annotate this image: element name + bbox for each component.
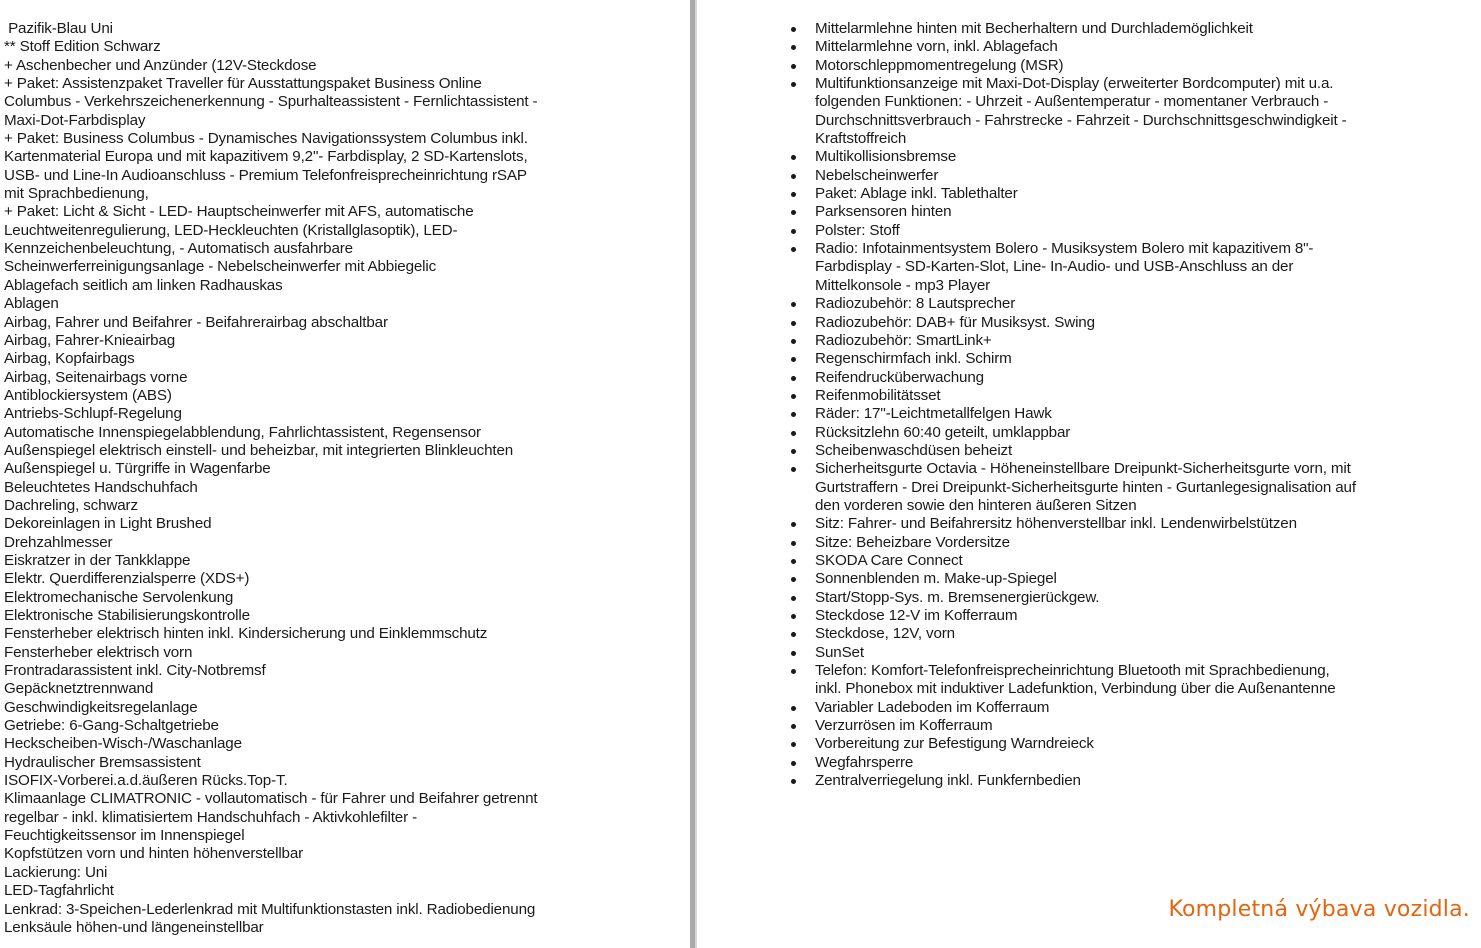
equipment-bullet-item	[815, 332, 1411, 350]
left-document-page	[0, 0, 688, 948]
equipment-bullet-line: Telefon: Komfort-Telefonfreisprecheinrichtung Bluetooth mit Sprachbedienung,	[815, 662, 1330, 680]
equipment-line: Maxi-Dot-Farbdisplay	[4, 111, 146, 129]
equipment-bullet-item	[815, 460, 1411, 515]
equipment-bullet-line: Steckdose, 12V, vorn	[815, 625, 955, 643]
equipment-line: + Paket: Business Columbus - Dynamisches Navigationssystem Columbus inkl.	[4, 130, 528, 148]
equipment-line: Antiblockiersystem (ABS)	[4, 386, 172, 404]
equipment-bullet-line: SKODA Care Connect	[815, 551, 963, 569]
equipment-bullet-line: Rücksitzlehn 60:40 geteilt, umklappbar	[815, 423, 1071, 441]
equipment-bullet-item	[815, 167, 1411, 185]
equipment-bullet-line: Radiozubehör: DAB+ für Musiksyst. Swing	[815, 313, 1095, 331]
equipment-line: + Aschenbecher und Anzünder (12V-Steckdose	[4, 56, 317, 74]
equipment-bullet-item	[815, 38, 1411, 56]
equipment-bullet-item	[815, 534, 1411, 552]
equipment-line: Ablagefach seitlich am linken Radhauskas	[4, 276, 283, 294]
equipment-bullet-item	[815, 314, 1411, 332]
equipment-bullet-line: Multikollisionsbremse	[815, 148, 957, 166]
equipment-bullet-item	[815, 442, 1411, 460]
equipment-bullet-item	[815, 185, 1411, 203]
equipment-line: Dachreling, schwarz	[4, 496, 138, 514]
equipment-line: Automatische Innenspiegelabblendung, Fahrlichtassistent, Regensensor	[4, 423, 481, 441]
gutter-shadow	[695, 0, 697, 948]
equipment-line: Dekoreinlagen in Light Brushed	[4, 515, 212, 533]
equipment-line: Pazifik-Blau Uni	[4, 20, 113, 37]
equipment-bullet-line: Mittelkonsole - mp3 Player	[815, 276, 991, 294]
equipment-bullet-item	[815, 607, 1411, 625]
equipment-line: Kartenmaterial Europa und mit kapazitivem 9,2"- Farbdisplay, 2 SD-Kartenslots,	[4, 148, 528, 166]
equipment-line: Elektromechanische Servolenkung	[4, 588, 234, 606]
equipment-bullet-item	[815, 57, 1411, 75]
equipment-bullet-line: folgenden Funktionen: - Uhrzeit - Außentemperatur - momentaner Verbrauch -	[815, 93, 1329, 111]
equipment-bullet-item	[815, 405, 1411, 423]
equipment-line: Ablagen	[4, 295, 59, 313]
equipment-bullet-line: Sicherheitsgurte Octavia - Höheneinstellbare Dreipunkt-Sicherheitsgurte vorn, mit	[815, 460, 1351, 478]
equipment-line: Heckscheiben-Wisch-/Waschanlage	[4, 735, 242, 753]
equipment-line: Außenspiegel u. Türgriffe in Wagenfarbe	[4, 460, 271, 478]
equipment-bullet-item	[815, 570, 1411, 588]
equipment-bullet-line: den vorderen sowie den hinteren äußeren Sitzen	[815, 496, 1137, 514]
equipment-bullet-line: Parksensoren hinten	[815, 203, 952, 221]
equipment-bullet-item	[815, 552, 1411, 570]
equipment-bullet-line: inkl. Phonebox mit induktiver Ladefunktion, Verbindung über die Außenantenne	[815, 680, 1336, 698]
equipment-bullet-item	[815, 717, 1411, 735]
equipment-line: Airbag, Fahrer und Beifahrer - Beifahrerairbag abschaltbar	[4, 313, 388, 331]
equipment-bullet-item	[815, 369, 1411, 387]
page-gutter	[688, 0, 706, 948]
equipment-bullet-line: Räder: 17"-Leichtmetallfelgen Hawk	[815, 405, 1052, 423]
equipment-bullet-line: Mittelarmlehne hinten mit Becherhaltern und Durchlademöglichkeit	[815, 20, 1253, 37]
equipment-bullet-item	[815, 148, 1411, 166]
equipment-bullet-line: Nebelscheinwerfer	[815, 166, 939, 184]
equipment-line: USB- und Line-In Audioanschluss - Premium Telefonfreisprecheinrichtung rSAP	[4, 166, 527, 184]
equipment-line: Klimaanlage CLIMATRONIC - vollautomatisch - für Fahrer und Beifahrer getrennt	[4, 790, 538, 808]
equipment-line: Airbag, Fahrer-Knieairbag	[4, 331, 175, 349]
equipment-bullet-item	[815, 699, 1411, 717]
equipment-bullet-line: Vorbereitung zur Befestigung Warndreieck	[815, 735, 1094, 753]
equipment-bullet-item	[815, 424, 1411, 442]
equipment-line: Lackierung: Uni	[4, 863, 108, 881]
equipment-bullet-item	[815, 20, 1411, 38]
equipment-bullet-line: Scheibenwaschdüsen beheizt	[815, 441, 1013, 459]
equipment-line: Beleuchtetes Handschuhfach	[4, 478, 198, 496]
equipment-bullet-line: Sitze: Beheizbare Vordersitze	[815, 533, 1010, 551]
equipment-bullet-line: Radiozubehör: 8 Lautsprecher	[815, 295, 1016, 313]
equipment-bullet-line: Durchschnittsverbrauch - Fahrstrecke - Fahrzeit - Durchschnittsgeschwindigkeit -	[815, 111, 1347, 129]
equipment-line: Gepäcknetztrennwand	[4, 680, 154, 698]
equipment-line: Frontradarassistent inkl. City-Notbremsf	[4, 662, 266, 680]
equipment-bullet-line: Regenschirmfach inkl. Schirm	[815, 350, 1012, 368]
equipment-bullet-line: Wegfahrsperre	[815, 753, 914, 771]
equipment-bullet-line: Sitz: Fahrer- und Beifahrersitz höhenverstellbar inkl. Lendenwirbelstützen	[815, 515, 1297, 533]
equipment-list-right	[815, 20, 1411, 790]
equipment-bullet-item	[815, 222, 1411, 240]
equipment-bullet-line: Gurtstraffern - Drei Dreipunkt-Sicherheitsgurte hinten - Gurtanlegesignalisation auf	[815, 478, 1356, 496]
equipment-line: Fensterheber elektrisch vorn	[4, 643, 193, 661]
equipment-line: Airbag, Kopfairbags	[4, 350, 135, 368]
equipment-bullet-item	[815, 515, 1411, 533]
equipment-bullet-line: Reifendrucküberwachung	[815, 368, 984, 386]
equipment-line: Kennzeichenbeleuchtung, - Automatisch ausfahrbare	[4, 240, 353, 258]
equipment-bullet-line: Verzurrösen im Kofferraum	[815, 717, 993, 735]
equipment-line: ** Stoff Edition Schwarz	[4, 38, 161, 56]
equipment-line: + Paket: Licht & Sicht - LED- Hauptscheinwerfer mit AFS, automatische	[4, 203, 474, 221]
equipment-bullet-line: Paket: Ablage inkl. Tablethalter	[815, 185, 1018, 203]
equipment-line: LED-Tagfahrlicht	[4, 882, 114, 900]
equipment-bullet-item	[815, 644, 1411, 662]
equipment-line: Elektronische Stabilisierungskontrolle	[4, 607, 250, 624]
equipment-line: + Paket: Assistenzpaket Traveller für Ausstattungspaket Business Online	[4, 75, 482, 93]
equipment-line: ISOFIX-Vorberei.a.d.äußeren Rücks.Top-T.	[4, 772, 288, 790]
equipment-list-left	[4, 20, 604, 937]
equipment-bullet-item	[815, 387, 1411, 405]
equipment-bullet-item	[815, 589, 1411, 607]
equipment-bullet-item	[815, 625, 1411, 643]
equipment-line: Getriebe: 6-Gang-Schaltgetriebe	[4, 717, 219, 735]
equipment-bullet-line: Radiozubehör: SmartLink+	[815, 331, 992, 349]
equipment-bullet-line: Sonnenblenden m. Make-up-Spiegel	[815, 570, 1057, 588]
equipment-bullet-line: Radio: Infotainmentsystem Bolero - Musiksystem Bolero mit kapazitivem 8"-	[815, 240, 1314, 258]
equipment-line: Elektr. Querdifferenzialsperre (XDS+)	[4, 570, 250, 588]
equipment-bullet-line: Steckdose 12-V im Kofferraum	[815, 607, 1018, 624]
equipment-bullet-line: Zentralverriegelung inkl. Funkfernbedien	[815, 772, 1081, 790]
equipment-bullet-line: Motorschleppmomentregelung (MSR)	[815, 56, 1064, 74]
equipment-line: Lenksäule höhen-und längeneinstellbar	[4, 918, 264, 936]
equipment-bullet-line: Multifunktionsanzeige mit Maxi-Dot-Display (erweiterter Bordcomputer) mit u.a.	[815, 75, 1334, 93]
equipment-bullet-item	[815, 754, 1411, 772]
equipment-line: Eiskratzer in der Tankklappe	[4, 551, 191, 569]
equipment-bullet-line: Reifenmobilitätsset	[815, 386, 941, 404]
equipment-bullet-line: Start/Stopp-Sys. m. Bremsenergierückgew.	[815, 588, 1100, 606]
equipment-bullet-item	[815, 350, 1411, 368]
equipment-line: Scheinwerferreinigungsanlage - Nebelscheinwerfer mit Abbiegelic	[4, 258, 437, 276]
equipment-line: Außenspiegel elektrisch einstell- und beheizbar, mit integrierten Blinkleuchten	[4, 441, 514, 459]
equipment-bullet-line: Polster: Stoff	[815, 221, 900, 239]
equipment-bullet-line: Variabler Ladeboden im Kofferraum	[815, 698, 1050, 716]
equipment-bullet-item	[815, 772, 1411, 790]
equipment-bullet-item	[815, 240, 1411, 295]
equipment-line: Airbag, Seitenairbags vorne	[4, 368, 188, 386]
equipment-bullet-line: Farbdisplay - SD-Karten-Slot, Line- In-Audio- und USB-Anschluss an der	[815, 258, 1294, 276]
equipment-bullet-line: Kraftstoffreich	[815, 130, 907, 148]
equipment-line: Columbus - Verkehrszeichenerkennung - Spurhalteassistent - Fernlichtassistent -	[4, 93, 538, 111]
equipment-bullet-item	[815, 735, 1411, 753]
equipment-line: Lenkrad: 3-Speichen-Lederlenkrad mit Multifunktionstasten inkl. Radiobedienung	[4, 900, 536, 918]
equipment-line: Fensterheber elektrisch hinten inkl. Kindersicherung und Einklemmschutz	[4, 625, 488, 643]
equipment-bullet-line: Mittelarmlehne vorn, inkl. Ablagefach	[815, 38, 1058, 56]
equipment-line: mit Sprachbedienung,	[4, 185, 149, 203]
right-document-page	[706, 0, 1481, 948]
equipment-bullet-line: SunSet	[815, 643, 864, 661]
equipment-line: Antriebs-Schlupf-Regelung	[4, 405, 182, 423]
equipment-bullet-item	[815, 203, 1411, 221]
equipment-bullet-item	[815, 662, 1411, 699]
caption-complete-equipment: Kompletná výbava vozidla.	[1168, 897, 1470, 922]
equipment-line: Drehzahlmesser	[4, 533, 113, 551]
equipment-line: regelbar - inkl. klimatisiertem Handschuhfach - Aktivkohlefilter -	[4, 808, 417, 826]
equipment-bullet-item	[815, 295, 1411, 313]
equipment-bullet-item	[815, 75, 1411, 148]
equipment-line: Geschwindigkeitsregelanlage	[4, 698, 198, 716]
equipment-line: Kopfstützen vorn und hinten höhenverstellbar	[4, 845, 304, 863]
equipment-line: Hydraulischer Bremsassistent	[4, 753, 201, 771]
equipment-line: Feuchtigkeitssensor im Innenspiegel	[4, 827, 245, 845]
equipment-line: Leuchtweitenregulierung, LED-Heckleuchten (Kristallglasoptik), LED-	[4, 221, 458, 239]
